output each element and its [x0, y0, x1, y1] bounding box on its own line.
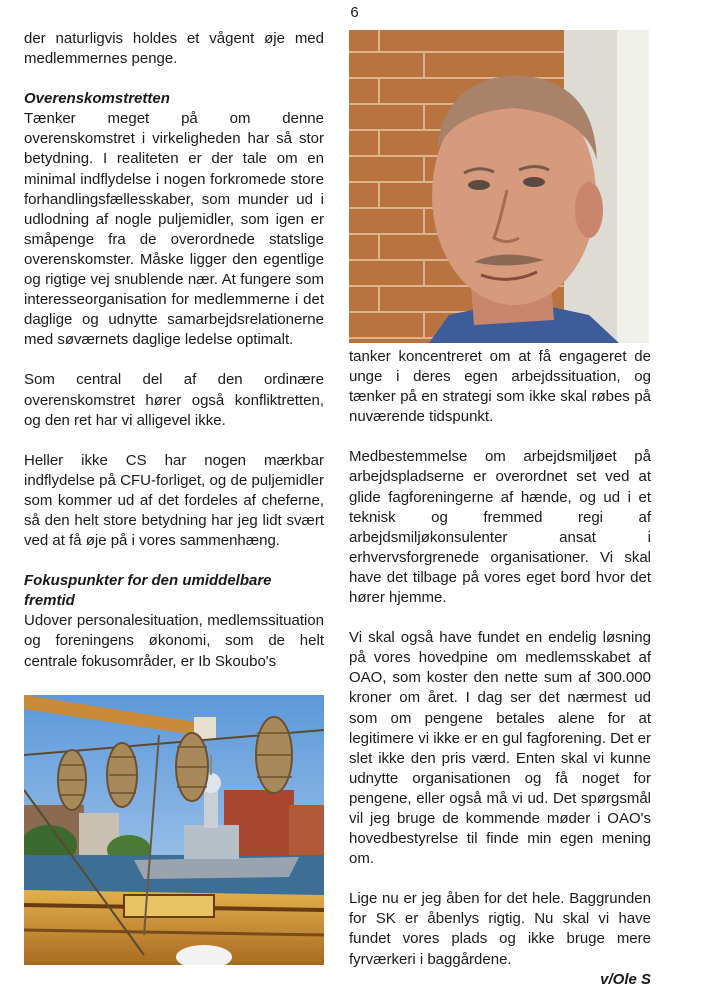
body-paragraph: Udover personalesituation, medlemssituation og foreningens økonomi, som de helt centrale fokusområder, er Ib Skoubo's: [24, 612, 324, 670]
body-paragraph: tanker koncentreret om at få engageret de unge i deres egen arbejdssituation, og tænker på en strategi som ikke skal røbes på nuværende tidspunkt.: [349, 348, 651, 426]
right-column: [349, 347, 651, 990]
page-number: 6: [350, 4, 359, 21]
section-heading-overenskomstretten: Overenskomstretten: [24, 90, 170, 108]
intro-paragraph: der naturligvis holdes et vågent øje med medlemmernes penge.: [24, 30, 324, 68]
body-paragraph: Vi skal også have fundet en endelig løsning på vores hovedpine om medlemsskabet af OAO, som koster den nette sum af 300.000 kroner om året. I dag ser det nærmest ud som om pengene betales alene for at legitimere vi ikke er en gul fagforening. Det er slet ikke den pris værd. Enten skal vi kunne udnytte organisationen og få noget for pengene, eller også må vi ud. Det spørgsmål vil jeg bruge de kommende møder i OAO's hovedbestyrelse til finde min egen mening om.: [349, 629, 651, 868]
section-heading-fokuspunkter: Fokuspunkter for den umiddelbare fremtid: [24, 572, 272, 610]
left-column: [24, 29, 324, 672]
body-paragraph: Lige nu er jeg åben for det hele. Baggrunden for SK er åbenlys rigtig. Nu skal vi have fundet vores plads og ikke bruge mere fyrværkeri i baggårdene.: [349, 890, 651, 968]
portrait-photo: [349, 30, 649, 343]
body-paragraph: Som central del af den ordinære overenskomstret hører også konfliktretten, og den ret har vi alligevel ikke.: [24, 371, 324, 429]
author-signature: v/Ole S: [600, 970, 651, 988]
harbor-photo: [24, 695, 324, 965]
body-paragraph: Heller ikke CS har nogen mærkbar indflydelse på CFU-forliget, og de puljemidler som kommer ud af det fordeles af cheferne, så den helt store betydning har jeg lidt svært ved at få øje på i vores sammenhæng.: [24, 451, 324, 550]
body-paragraph: Medbestemmelse om arbejdsmiljøet på arbejdspladserne er overordnet set ved at glide fagforeningerne af hænde, og ud i et teknisk og fremmed regi af arbejdsmiljøkonsulenter ansat i erhvervsforgrenede organisationer. Vi skal have det tilbage på vores eget bord hvor det hører hjemme.: [349, 448, 651, 607]
body-paragraph: Tænker meget på om denne overenskomstret i virkeligheden har så stor betydning. I realiteten er der tale om en minimal indflydelse i nogen forkromede store forhandlingsfællesskaber, som munder ud i udlodning af nogle puljemidler, som igen er småpenge fra de overordnede statslige overenskomster. Måske ligger den egentlige og rigtige vej snublende nær. At fungere som interesseorganisation for medlemmerne i det daglige og udnytte samarbejdsrelationerne med søværnets daglige ledelse optimalt.: [24, 110, 324, 349]
